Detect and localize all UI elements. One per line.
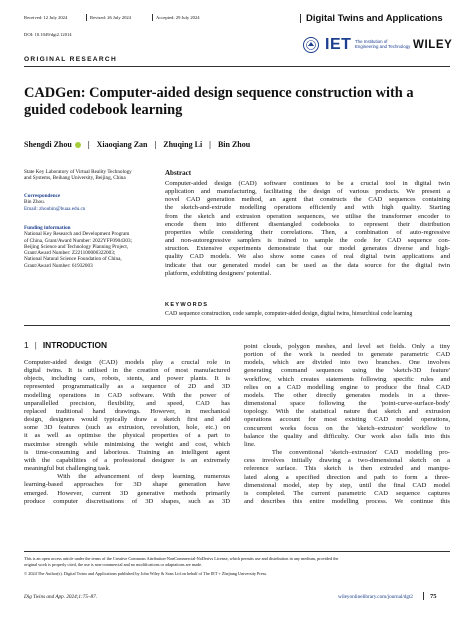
license-rule [24,551,450,552]
article-title [24,85,464,119]
body-line: point clouds, polygon meshes, and level set fields. Only a tiny [244,343,450,350]
body-line: line. [244,440,256,448]
journal-name[interactable]: Digital Twins and Applications [306,13,443,24]
iet-logo: IET [325,36,352,53]
body-line: portion of the work is needed to generate parametric CAD [244,351,450,359]
correspondence-name: Bin Zhou. [24,199,46,206]
body-line: digital twins. It is utilised in the creation of most manufactured [24,367,230,375]
revised-date: Revised: 26 July 2024 [90,15,131,20]
funding-line: of China, Grant/Award Number: 2022YFF0904303; [24,237,133,244]
body-line: and describes this entire modelling process. We continue this [244,497,450,505]
funding-line: Beijing Science and Technology Planning Project, [24,243,129,250]
body-line: generating command sequences using the 'sketch-3D feature' [244,367,450,375]
body-line: relies on a CAD modelling engine to produce the final CAD [244,383,450,391]
body-line: emerged. However, current 3D generative methods primarily [24,489,230,497]
body-line: concurrent works focus on the 'sketch–extrusion' workflow to [244,424,450,432]
correspondence-heading: Correspondence [24,193,61,199]
body-line: With the advancement of deep learning, numerous [24,473,230,481]
body-line: it as well as optimise the physical properties of a part to [24,432,230,440]
license-line: original work is properly cited, the use is non-commercial and no modifications or adaptations are made. [24,561,203,567]
abstract-line: and non-autoregressive samplers is trained to sample the code for CAD sequence con- [165,237,450,245]
abstract-line: indicate that our generated model can be used as the data source for the digital twin [165,261,450,269]
body-line: learning-based approaches for 3D shape generation have [24,481,230,489]
body-line: models. The other directly generates models in a three- [244,391,450,399]
section-separator: | [34,340,37,350]
abstract-line: encode them into different disentangled codebooks to represent their distribution [165,220,450,228]
author-name[interactable]: Xiaoqiang Zan [96,140,148,149]
intro-right-column [244,343,450,506]
funding-line: National Natural Science Foundation of China, [24,256,122,263]
body-line: produce computer discretisations of 3D shapes, such as 3D [24,497,230,505]
citation: Dig Twins and App. 2024;1:75–87. [24,594,98,600]
body-line: models, which are divided into two branches. One involves [244,359,450,367]
section-title: INTRODUCTION [42,340,108,350]
intro-left-column [24,359,230,506]
body-line: The conventional 'sketch–extrusion' CAD modelling pro- [244,449,450,457]
body-line: design, designers would typically draw a sketch first and add [24,416,230,424]
header-divider [86,14,87,21]
abstract-line: quality CAD models. We also show some cases of real digital twin applications and [165,253,450,261]
body-line: reference surface. This sketch is then extruded and manipu- [244,465,450,473]
footer-divider [423,592,424,600]
journal-divider [300,14,301,23]
affiliation-line: State Key Laboratory of Virtual Reality Technology [24,169,132,175]
received-date: Received: 12 July 2024 [24,15,68,20]
funding-line: National Key Research and Development Program [24,231,130,238]
section-heading [24,340,107,350]
author-name[interactable]: Bin Zhou [217,140,251,149]
body-line: modelling operations in CAD software. With the power of [24,391,230,399]
journal-url[interactable]: wileyonlinelibrary.com/journal/dgt2 [338,594,414,600]
abstract-line: platform, exhibiting designers' potential. [165,269,272,277]
header-rule [24,66,450,67]
body-line: cess involves initially drawing a two-dimensional sketch on a [244,457,450,465]
accepted-date: Accepted: 29 July 2024 [156,15,200,20]
body-line: is completed. The current parametric CAD sequence captures [244,489,450,497]
body-line: workflow, which creates statements following specific rules and [244,375,450,383]
body-line: topology. With the statistical nature that sketch and extrusion [244,408,450,416]
correspondence [24,193,154,212]
body-line: replaced traditional hand drawings. However, in mechanical [24,407,230,415]
iet-name-line: The Institution of [355,39,388,44]
author-separator: | [154,140,157,149]
article-type: ORIGINAL RESEARCH [24,56,118,63]
body-line: represented programmatically as a sequence of 2D and 3D [24,383,230,391]
body-line: meaningful but challenging task. [24,465,111,473]
abstract-line: the sketch-and-extrude modelling operations efficiently and with high quality. Starting [165,204,450,212]
license-text [24,556,454,577]
wiley-logo: WILEY [413,39,453,51]
body-line: objects, including cars, robots, stents, and power plants. It is [24,375,230,383]
page-number: 75 [430,593,437,600]
keywords-text: CAD sequence construction, code sample, computer-aided design, digital twins, hierarchical code learning [165,311,413,317]
author-list [24,140,250,149]
body-line: Computer-aided design (CAD) models play a crucial role in [24,359,230,366]
abstract-line: struction. Extensive experiments demonstrate that our model generates diverse and high- [165,245,450,253]
body-line: operations account for most existing CAD model operations, [244,416,450,424]
affiliation [24,169,154,182]
title-line: guided codebook learning [24,102,183,118]
body-line: is time-consuming and laborious. Training an intelligent agent [24,448,230,456]
abstract-heading: Abstract [165,169,192,177]
abstract-line: properties while considering their correlations. Then, a combination of auto-regressive [165,228,450,236]
keywords-heading: KEYWORDS [165,302,209,308]
funding-line: Grant/Award Number: 61932003 [24,262,93,269]
body-line: unparallelled precision, flexibility, and speed, CAD has [24,399,230,407]
title-line: CADGen: Computer-aided design sequence construction with a [24,85,414,101]
author-separator: | [87,140,90,149]
affiliation-line: and Systems, Beihang University, Beijing, China [24,175,126,182]
author-separator: | [209,140,211,149]
abstract-line: application and manufacturing, facilitating the design of various products. We present a [165,188,450,196]
body-line: with the capabilities of a professional designer is an extremely [24,456,230,464]
license-line: This is an open access article under the terms of the Creative Commons Attribution-NonCommercial-NoDerivs License, which permits use and distribution in any medium, provided the [24,556,339,561]
body-line: dimensional model, step by step, until the final CAD model [244,481,450,489]
correspondence-email[interactable]: Email: zhoubin@buaa.edu.cn [24,205,86,212]
body-line: balance the quality and difficulty. Our work also falls into this [244,432,450,440]
abstract-line: from the sketch and extrusion operation sequences, we utilise the transformer encoder to [165,212,450,220]
author-name[interactable]: Shengdi Zhou [24,140,72,149]
university-seal-icon [300,36,324,54]
body-line: lated along a specified direction and path to form a three- [244,473,450,481]
orcid-icon[interactable] [75,142,81,148]
abstract-rule [24,325,450,326]
abstract-text [165,180,450,278]
abstract-line: novel CAD generation method, an agent that constructs the CAD sequences containing [165,196,450,204]
body-line: some 3D features (such as extrusion, revolution, hole, etc.) on [24,424,230,432]
copyright-line: © 2024 The Author(s). Digital Twins and Applications published by John Wiley & Sons Ltd on behalf of The IET + Zhejiang University Press. [24,571,268,577]
funding-line: Grant/Award Number: Z221100006322003; [24,250,116,257]
header-divider [152,14,153,21]
abstract-line: Computer-aided design (CAD) software continues to be a crucial tool in digital twin [165,180,450,187]
iet-name-line: Engineering and Technology [355,44,411,49]
doi[interactable]: DOI: 10.1049/dgt2.12014 [24,32,72,37]
funding [24,225,154,269]
body-line: dimensional space following the 'point-curve-surface-body' [244,400,450,408]
body-line: maximise strength while minimising the weight and cost, which [24,440,230,448]
iet-name [355,39,410,49]
section-number: 1 [24,340,29,350]
funding-heading: Funding information [24,225,71,231]
author-name[interactable]: Zhuqing Li [163,140,203,149]
